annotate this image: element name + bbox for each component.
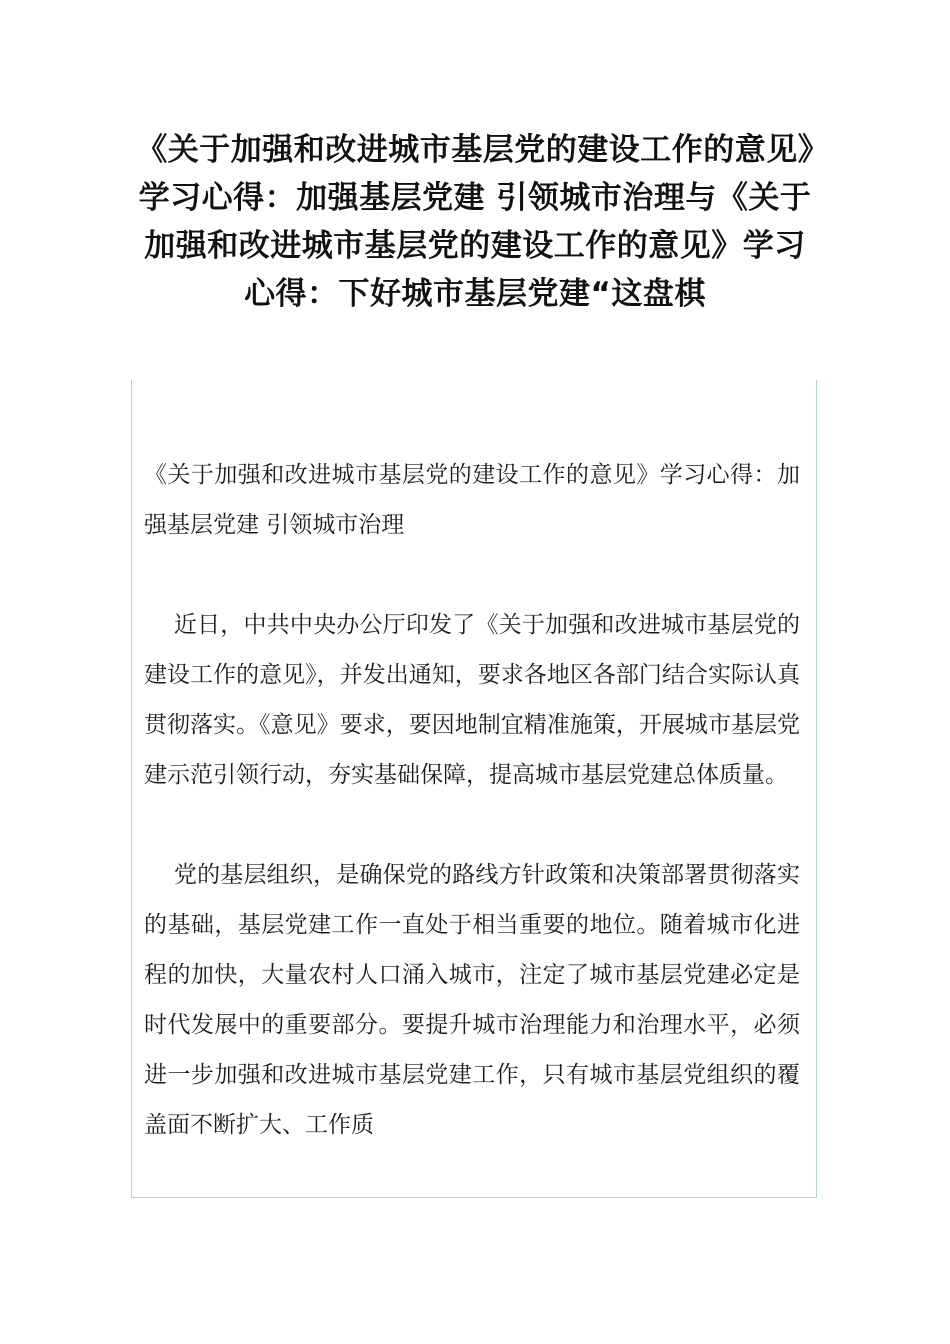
content-frame [131, 380, 817, 1198]
content-body [144, 450, 800, 1150]
section-heading: 《关于加强和改进城市基层党的建设工作的意见》学习心得：加强基层党建 引领城市治理 [144, 462, 800, 538]
body-paragraph-1: 近日，中共中央办公厅印发了《关于加强和改进城市基层党的建设工作的意见》，并发出通知，要求各地区各部门结合实际认真贯彻落实。《意见》要求，要因地制宜精准施策，开展城市基层党建示范引领行动，夯实基础保障，提高城市基层党建总体质量。 [144, 612, 800, 788]
document-title: 《关于加强和改进城市基层党的建设工作的意见》学习心得：加强基层党建 引领城市治理与《关于加强和改进城市基层党的建设工作的意见》学习心得：下好城市基层党建“这盘棋 [136, 132, 814, 312]
body-paragraph-2: 党的基层组织，是确保党的路线方针政策和决策部署贯彻落实的基础，基层党建工作一直处于相当重要的地位。随着城市化进程的加快，大量农村人口涌入城市，注定了城市基层党建必定是时代发展中的重要部分。要提升城市治理能力和治理水平，必须进一步加强和改进城市基层党建工作，只有城市基层党组织的覆盖面不断扩大、工作质 [144, 862, 800, 1138]
